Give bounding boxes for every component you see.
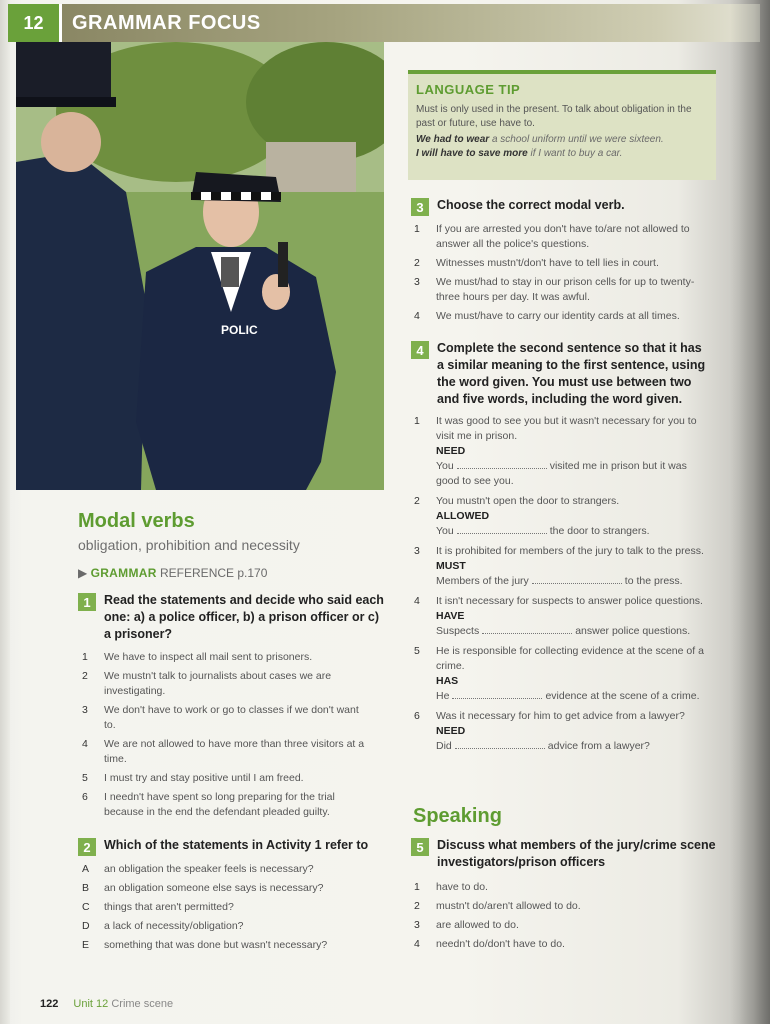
item-number: 4 (82, 738, 88, 750)
unit-number-badge: 12 (8, 4, 62, 42)
item-number: A (82, 863, 90, 875)
list-item (414, 222, 710, 252)
key-word: NEED (436, 725, 466, 737)
activity-instruction: Read the statements and decide who said each one: a) a police officer, b) a prison officer or c) a prisoner? (104, 593, 384, 641)
item-number: 2 (82, 670, 88, 682)
language-tip-box (408, 70, 716, 180)
activity-instruction: Discuss what members of the jury/crime scene investigators/prison officers (437, 838, 716, 869)
sentence-start: You (436, 525, 454, 537)
list-item (82, 771, 372, 786)
item-number: 5 (82, 772, 88, 784)
item-number: C (82, 901, 90, 913)
sentence-end: to the press. (624, 575, 683, 587)
item-text: We are not allowed to have more than three visitors at a time. (104, 738, 365, 765)
item-number: 1 (414, 223, 420, 235)
item-text: Witnesses mustn't/don't have to tell lies in court. (436, 257, 659, 269)
item-number: 4 (414, 595, 420, 607)
transformation-item (414, 414, 710, 489)
page-header (8, 4, 760, 42)
modal-verbs-subtitle: obligation, prohibition and necessity (78, 537, 300, 553)
original-sentence: Was it necessary for him to get advice from a lawyer? (436, 710, 685, 722)
activity-4-list (414, 414, 710, 759)
item-number: 1 (82, 651, 88, 663)
item-number: 2 (414, 495, 420, 507)
item-text: an obligation someone else says is necessary? (104, 882, 324, 894)
page-number: 122 (40, 998, 59, 1010)
item-number: 1 (414, 881, 420, 893)
item-text: We don't have to work or go to classes if we don't want to. (104, 704, 359, 731)
grammar-ref-label: GRAMMAR (90, 566, 157, 580)
item-text: things that aren't permitted? (104, 901, 234, 913)
key-word: HAS (436, 675, 459, 687)
item-text: mustn't do/aren't allowed to do. (436, 900, 581, 912)
activity-5-heading (411, 837, 723, 871)
item-number: 4 (414, 310, 420, 322)
sentence-start: You (436, 460, 454, 472)
key-word: MUST (436, 560, 466, 572)
photo-illustration (16, 42, 384, 490)
grammar-reference[interactable] (78, 566, 267, 580)
activity-instruction: Which of the statements in Activity 1 refer to (104, 838, 369, 852)
transformation-item (414, 494, 710, 539)
list-item (414, 275, 710, 305)
item-text: a lack of necessity/obligation? (104, 920, 244, 932)
activity-4-heading (411, 340, 711, 408)
item-number: 2 (414, 900, 420, 912)
item-text: have to do. (436, 881, 488, 893)
example-bold-text: We had to wear (416, 134, 490, 145)
transformation-item (414, 544, 710, 589)
page-footer (40, 998, 173, 1010)
list-item (82, 737, 372, 767)
list-item (82, 900, 372, 915)
item-number: 2 (414, 257, 420, 269)
item-number: 1 (414, 415, 420, 427)
activity-number-badge: 2 (78, 838, 96, 856)
page-curl-shadow (730, 0, 770, 1024)
activity-instruction: Choose the correct modal verb. (437, 198, 625, 212)
answer-blank[interactable] (532, 575, 622, 584)
answer-blank[interactable] (455, 740, 545, 749)
police-badge-text: POLIC (221, 323, 258, 337)
item-body (436, 644, 710, 704)
activity-5-list (414, 880, 710, 956)
footer-unit-name: Crime scene (111, 998, 174, 1010)
original-sentence: It was good to see you but it wasn't necessary for you to visit me in prison. (436, 415, 697, 442)
sentence-start: Did (436, 740, 452, 752)
item-body (436, 414, 710, 489)
transformation-item (414, 709, 710, 754)
list-item (82, 790, 372, 820)
sentence-end: advice from a lawyer? (547, 740, 650, 752)
key-word: NEED (436, 445, 466, 457)
sentence-start: Members of the jury (436, 575, 529, 587)
item-text: We must/had to stay in our prison cells for up to twenty-three hours per day. It was awful. (436, 276, 695, 303)
list-item (82, 703, 372, 733)
list-item (82, 919, 372, 934)
item-number: 4 (414, 938, 420, 950)
item-number: E (82, 939, 90, 951)
item-number: 3 (414, 545, 420, 557)
sentence-start: Suspects (436, 625, 480, 637)
activity-2-heading (78, 837, 388, 856)
item-number: D (82, 920, 90, 932)
triangle-icon: ▶ (78, 566, 88, 580)
list-item (414, 918, 710, 933)
activity-number-badge: 3 (411, 198, 429, 216)
sentence-start: He (436, 690, 450, 702)
sentence-end: answer police questions. (575, 625, 691, 637)
footer-unit: Unit 12 (73, 998, 109, 1010)
list-item (414, 880, 710, 895)
item-number: 3 (82, 704, 88, 716)
item-text: I must try and stay positive until I am freed. (104, 772, 304, 784)
list-item (414, 309, 710, 324)
speaking-title: Speaking (413, 805, 502, 827)
item-text: If you are arrested you don't have to/are not allowed to answer all the police's questions. (436, 223, 690, 250)
police-officers-photo (16, 42, 384, 490)
item-text: We have to inspect all mail sent to prisoners. (104, 651, 313, 663)
key-word: ALLOWED (436, 510, 490, 522)
activity-1-heading (78, 592, 388, 643)
sentence-end: evidence at the scene of a crime. (545, 690, 700, 702)
key-word: HAVE (436, 610, 465, 622)
list-item (82, 881, 372, 896)
sentence-end: visited me in prison but it was good to see you. (436, 460, 687, 487)
item-text: We mustn't talk to journalists about cases we are investigating. (104, 670, 332, 697)
language-tip-example-1 (416, 133, 708, 147)
activity-2-list (82, 862, 372, 957)
item-text: an obligation the speaker feels is necessary? (104, 863, 314, 875)
original-sentence: He is responsible for collecting evidence at the scene of a crime. (436, 645, 704, 672)
example-text: if I want to buy a car. (530, 148, 623, 159)
item-body (436, 594, 703, 639)
activity-1-list (82, 650, 372, 824)
section-title-bar: GRAMMAR FOCUS (62, 4, 760, 42)
list-item (414, 899, 710, 914)
item-text: needn't do/don't have to do. (436, 938, 565, 950)
item-number: 3 (414, 919, 420, 931)
language-tip-example-2 (416, 147, 708, 161)
list-item (82, 862, 372, 877)
activity-3-heading (411, 197, 711, 216)
item-number: B (82, 882, 90, 894)
list-item (82, 938, 372, 953)
answer-blank[interactable] (457, 460, 547, 469)
answer-blank[interactable] (452, 690, 542, 699)
answer-blank[interactable] (482, 625, 572, 634)
item-body (436, 709, 685, 754)
language-tip-body: Must is only used in the present. To talk about obligation in the past or future, use have to. (416, 104, 692, 129)
answer-blank[interactable] (457, 525, 547, 534)
item-number: 6 (414, 710, 420, 722)
list-item (414, 256, 710, 271)
language-tip-title: LANGUAGE TIP (416, 82, 521, 97)
list-item (414, 937, 710, 952)
item-text: are allowed to do. (436, 919, 519, 931)
activity-instruction: Complete the second sentence so that it has a similar meaning to the first sentence, using the word given. You must use between two and five words, including the word given. (437, 341, 706, 406)
example-text: a school uniform until we were sixteen. (491, 134, 664, 145)
item-number: 5 (414, 645, 420, 657)
sentence-end: the door to strangers. (549, 525, 650, 537)
example-bold-text: I will have to save more (416, 148, 528, 159)
page-binding-edge (0, 0, 10, 1024)
list-item (82, 650, 372, 665)
item-number: 3 (414, 276, 420, 288)
item-text: something that was done but wasn't necessary? (104, 939, 328, 951)
transformation-item (414, 644, 710, 704)
activity-3-list (414, 222, 710, 328)
original-sentence: You mustn't open the door to strangers. (436, 495, 620, 507)
activity-number-badge: 5 (411, 838, 429, 856)
original-sentence: It isn't necessary for suspects to answer police questions. (436, 595, 703, 607)
list-item (82, 669, 372, 699)
grammar-ref-text: REFERENCE p.170 (160, 566, 268, 580)
activity-number-badge: 4 (411, 341, 429, 359)
item-text: I needn't have spent so long preparing for the trial because in the end the defendant pleaded guilty. (104, 791, 335, 818)
original-sentence: It is prohibited for members of the jury to talk to the press. (436, 545, 704, 557)
item-text: We must/have to carry our identity cards at all times. (436, 310, 680, 322)
item-number: 6 (82, 791, 88, 803)
item-body (436, 494, 650, 539)
item-body (436, 544, 704, 589)
transformation-item (414, 594, 710, 639)
activity-number-badge: 1 (78, 593, 96, 611)
modal-verbs-title: Modal verbs (78, 510, 195, 532)
